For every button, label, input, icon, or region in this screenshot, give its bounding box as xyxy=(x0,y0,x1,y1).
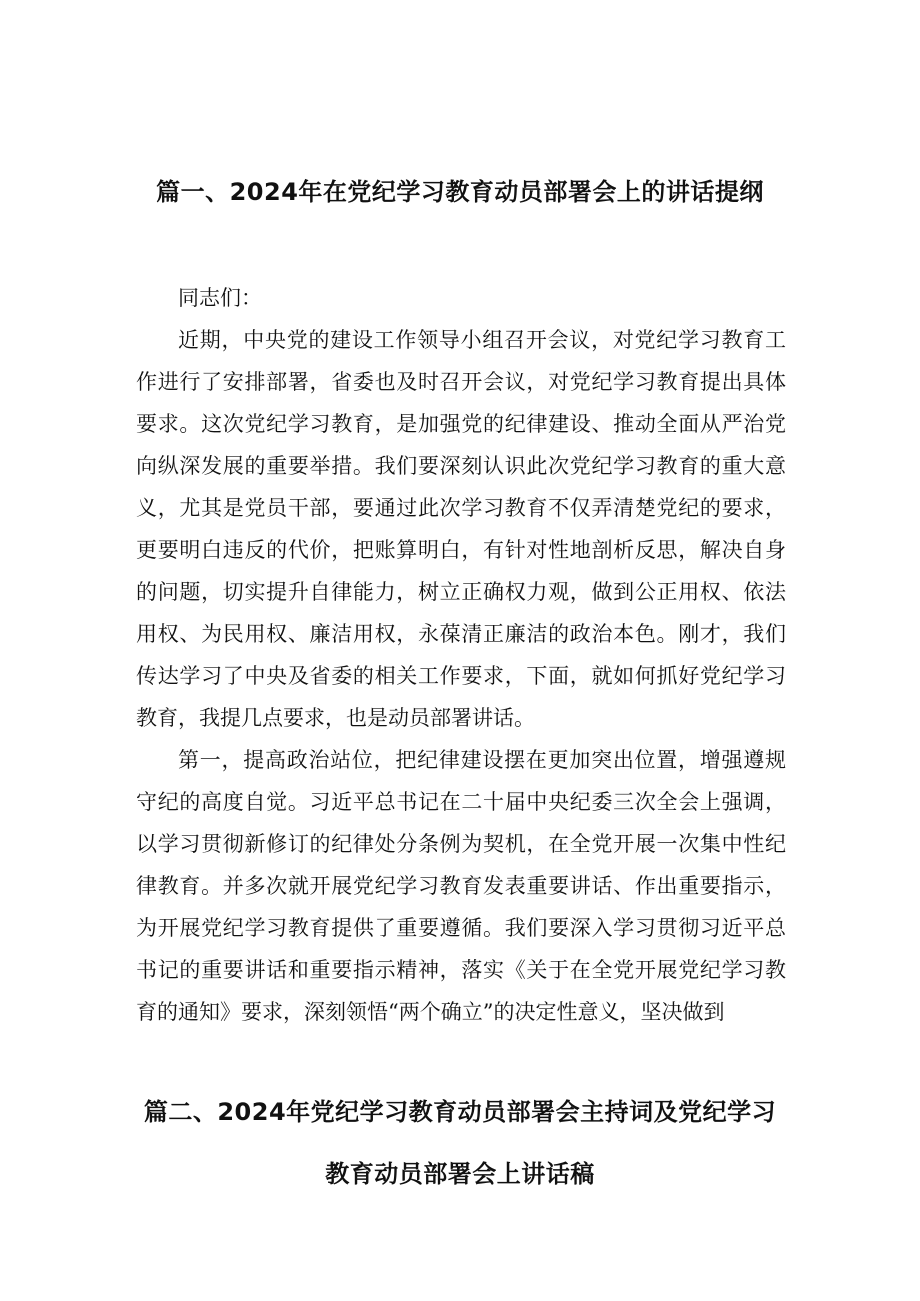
paragraph-line: 育的通知》要求，深刻领悟“两个确立”的决定性意义，坚决做到 xyxy=(136,1000,725,1024)
paragraph-line: 教育，我提几点要求，也是动员部署讲话。 xyxy=(136,706,535,730)
paragraph-line: 用权、为民用权、廉洁用权，永葆清正廉洁的政治本色。刚才，我们 xyxy=(136,622,786,646)
paragraph-line: 律教育。并多次就开展党纪学习教育发表重要讲话、作出重要指示， xyxy=(136,874,786,898)
greeting: 同志们： xyxy=(178,286,262,310)
section-title-1: 篇一、2024年在党纪学习教育动员部署会上的讲话提纲 xyxy=(156,178,764,206)
paragraph-line: 义，尤其是党员干部，要通过此次学习教育不仅弄清楚党纪的要求， xyxy=(136,496,786,520)
paragraph-line: 传达学习了中央及省委的相关工作要求，下面，就如何抓好党纪学习 xyxy=(136,664,786,688)
paragraph-line: 的问题，切实提升自律能力，树立正确权力观，做到公正用权、依法 xyxy=(136,580,786,604)
paragraph-line: 以学习贯彻新修订的纪律处分条例为契机，在全党开展一次集中性纪 xyxy=(136,832,786,856)
paragraph-line: 为开展党纪学习教育提供了重要遵循。我们要深入学习贯彻习近平总 xyxy=(136,916,786,940)
section-title-2-line-1: 篇二、2024年党纪学习教育动员部署会主持词及党纪学习 xyxy=(143,1098,777,1126)
paragraph-line: 近期，中央党的建设工作领导小组召开会议，对党纪学习教育工 xyxy=(178,328,786,352)
paragraph-line: 作进行了安排部署，省委也及时召开会议，对党纪学习教育提出具体 xyxy=(136,370,786,394)
paragraph-line: 要求。这次党纪学习教育，是加强党的纪律建设、推动全面从严治党 xyxy=(136,412,786,436)
section-title-2-line-2: 教育动员部署会上讲话稿 xyxy=(325,1160,595,1188)
paragraph-line: 第一，提高政治站位，把纪律建设摆在更加突出位置，增强遵规 xyxy=(178,748,786,772)
paragraph-line: 向纵深发展的重要举措。我们要深刻认识此次党纪学习教育的重大意 xyxy=(136,454,786,478)
paragraph-line: 守纪的高度自觉。习近平总书记在二十届中央纪委三次全会上强调， xyxy=(136,790,786,814)
paragraph-line: 书记的重要讲话和重要指示精神，落实《关于在全党开展党纪学习教 xyxy=(136,958,786,982)
paragraph-line: 更要明白违反的代价，把账算明白，有针对性地剖析反思，解决自身 xyxy=(136,538,786,562)
